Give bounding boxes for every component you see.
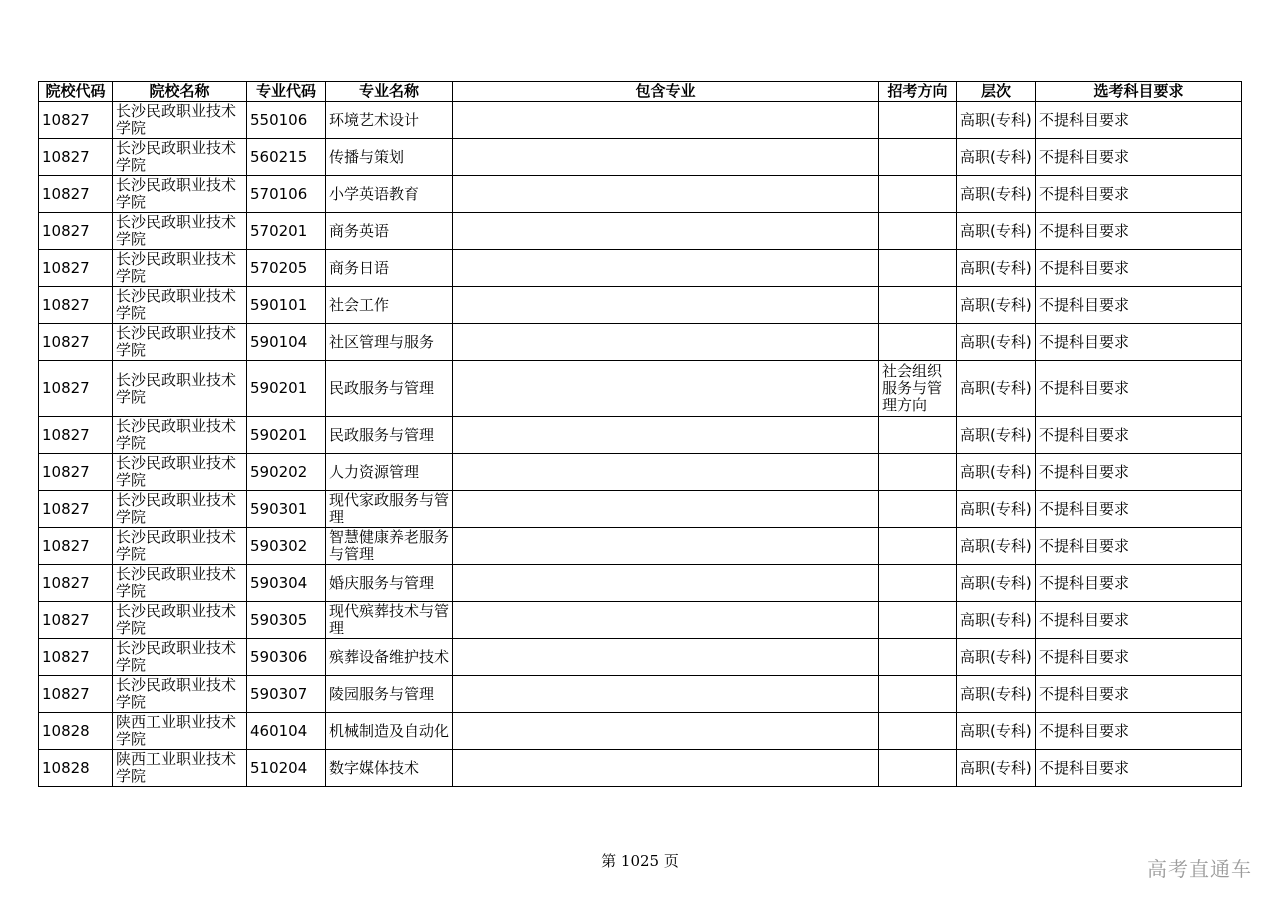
cell-major-code: 570106	[247, 176, 326, 213]
header-major-code: 专业代码	[247, 82, 326, 102]
cell-major-code: 590101	[247, 287, 326, 324]
cell-major-code: 590202	[247, 454, 326, 491]
header-major-name: 专业名称	[326, 82, 453, 102]
cell-school-code: 10827	[39, 102, 113, 139]
cell-requirement: 不提科目要求	[1036, 713, 1242, 750]
cell-major-code: 590305	[247, 602, 326, 639]
cell-school-code: 10827	[39, 139, 113, 176]
cell-school-name: 长沙民政职业技术学院	[113, 287, 247, 324]
cell-major-name: 商务英语	[326, 213, 453, 250]
table-row	[39, 102, 1242, 139]
cell-direction	[879, 417, 957, 454]
cell-level: 高职(专科)	[957, 250, 1036, 287]
table-row	[39, 417, 1242, 454]
cell-school-code: 10827	[39, 639, 113, 676]
cell-school-code: 10828	[39, 750, 113, 787]
cell-major-code: 590307	[247, 676, 326, 713]
cell-major-code: 590301	[247, 491, 326, 528]
cell-requirement: 不提科目要求	[1036, 454, 1242, 491]
cell-direction	[879, 324, 957, 361]
cell-level: 高职(专科)	[957, 417, 1036, 454]
cell-level: 高职(专科)	[957, 324, 1036, 361]
header-requirement: 选考科目要求	[1036, 82, 1242, 102]
cell-level: 高职(专科)	[957, 361, 1036, 417]
cell-included-majors	[453, 250, 879, 287]
header-direction: 招考方向	[879, 82, 957, 102]
header-row	[39, 82, 1242, 102]
cell-school-code: 10828	[39, 713, 113, 750]
cell-level: 高职(专科)	[957, 454, 1036, 491]
cell-major-code: 570205	[247, 250, 326, 287]
table-row	[39, 176, 1242, 213]
cell-included-majors	[453, 213, 879, 250]
cell-requirement: 不提科目要求	[1036, 528, 1242, 565]
cell-school-code: 10827	[39, 528, 113, 565]
cell-level: 高职(专科)	[957, 602, 1036, 639]
cell-requirement: 不提科目要求	[1036, 602, 1242, 639]
cell-direction	[879, 639, 957, 676]
cell-school-name: 长沙民政职业技术学院	[113, 213, 247, 250]
cell-level: 高职(专科)	[957, 565, 1036, 602]
cell-school-name: 长沙民政职业技术学院	[113, 602, 247, 639]
cell-school-name: 长沙民政职业技术学院	[113, 454, 247, 491]
cell-school-code: 10827	[39, 417, 113, 454]
cell-included-majors	[453, 102, 879, 139]
table-row	[39, 361, 1242, 417]
cell-direction	[879, 213, 957, 250]
cell-school-code: 10827	[39, 250, 113, 287]
cell-level: 高职(专科)	[957, 213, 1036, 250]
cell-major-name: 社会工作	[326, 287, 453, 324]
cell-included-majors	[453, 324, 879, 361]
cell-major-code: 560215	[247, 139, 326, 176]
cell-level: 高职(专科)	[957, 176, 1036, 213]
cell-major-code: 590201	[247, 417, 326, 454]
header-school-name: 院校名称	[113, 82, 247, 102]
cell-major-name: 小学英语教育	[326, 176, 453, 213]
header-included-majors: 包含专业	[453, 82, 879, 102]
cell-requirement: 不提科目要求	[1036, 639, 1242, 676]
cell-school-name: 长沙民政职业技术学院	[113, 491, 247, 528]
cell-school-name: 长沙民政职业技术学院	[113, 102, 247, 139]
cell-requirement: 不提科目要求	[1036, 250, 1242, 287]
cell-major-code: 590104	[247, 324, 326, 361]
cell-major-name: 社区管理与服务	[326, 324, 453, 361]
table-row	[39, 565, 1242, 602]
cell-major-name: 民政服务与管理	[326, 417, 453, 454]
cell-level: 高职(专科)	[957, 491, 1036, 528]
cell-requirement: 不提科目要求	[1036, 176, 1242, 213]
cell-included-majors	[453, 750, 879, 787]
cell-level: 高职(专科)	[957, 639, 1036, 676]
cell-school-code: 10827	[39, 324, 113, 361]
table-row	[39, 713, 1242, 750]
cell-requirement: 不提科目要求	[1036, 750, 1242, 787]
cell-included-majors	[453, 528, 879, 565]
cell-requirement: 不提科目要求	[1036, 361, 1242, 417]
cell-school-name: 长沙民政职业技术学院	[113, 417, 247, 454]
cell-included-majors	[453, 454, 879, 491]
cell-school-code: 10827	[39, 213, 113, 250]
cell-direction	[879, 250, 957, 287]
table-row	[39, 250, 1242, 287]
cell-direction	[879, 102, 957, 139]
cell-major-name: 现代家政服务与管理	[326, 491, 453, 528]
cell-school-name: 长沙民政职业技术学院	[113, 324, 247, 361]
cell-school-code: 10827	[39, 176, 113, 213]
cell-major-code: 590302	[247, 528, 326, 565]
cell-direction	[879, 602, 957, 639]
cell-school-code: 10827	[39, 565, 113, 602]
cell-school-name: 长沙民政职业技术学院	[113, 639, 247, 676]
cell-major-name: 民政服务与管理	[326, 361, 453, 417]
cell-major-name: 商务日语	[326, 250, 453, 287]
cell-school-name: 长沙民政职业技术学院	[113, 361, 247, 417]
table-row	[39, 287, 1242, 324]
cell-school-name: 长沙民政职业技术学院	[113, 676, 247, 713]
cell-school-code: 10827	[39, 454, 113, 491]
cell-direction	[879, 491, 957, 528]
cell-level: 高职(专科)	[957, 287, 1036, 324]
cell-level: 高职(专科)	[957, 676, 1036, 713]
cell-major-code: 590306	[247, 639, 326, 676]
cell-requirement: 不提科目要求	[1036, 676, 1242, 713]
cell-school-code: 10827	[39, 287, 113, 324]
cell-direction	[879, 676, 957, 713]
table-row	[39, 639, 1242, 676]
cell-school-name: 长沙民政职业技术学院	[113, 528, 247, 565]
cell-requirement: 不提科目要求	[1036, 213, 1242, 250]
table-row	[39, 750, 1242, 787]
cell-school-code: 10827	[39, 491, 113, 528]
cell-included-majors	[453, 602, 879, 639]
cell-included-majors	[453, 287, 879, 324]
cell-direction	[879, 528, 957, 565]
cell-school-code: 10827	[39, 676, 113, 713]
cell-major-name: 现代殡葬技术与管理	[326, 602, 453, 639]
cell-school-code: 10827	[39, 602, 113, 639]
cell-level: 高职(专科)	[957, 713, 1036, 750]
cell-major-name: 殡葬设备维护技术	[326, 639, 453, 676]
watermark: 高考直通车	[1147, 857, 1252, 881]
cell-requirement: 不提科目要求	[1036, 417, 1242, 454]
table-row	[39, 324, 1242, 361]
cell-included-majors	[453, 176, 879, 213]
cell-school-name: 长沙民政职业技术学院	[113, 176, 247, 213]
enrollment-table	[38, 81, 1242, 787]
cell-major-code: 570201	[247, 213, 326, 250]
cell-level: 高职(专科)	[957, 750, 1036, 787]
cell-requirement: 不提科目要求	[1036, 287, 1242, 324]
cell-requirement: 不提科目要求	[1036, 491, 1242, 528]
cell-direction	[879, 454, 957, 491]
cell-school-name: 长沙民政职业技术学院	[113, 250, 247, 287]
cell-included-majors	[453, 639, 879, 676]
cell-included-majors	[453, 139, 879, 176]
cell-major-code: 590304	[247, 565, 326, 602]
cell-major-code: 460104	[247, 713, 326, 750]
table-row	[39, 213, 1242, 250]
cell-included-majors	[453, 713, 879, 750]
cell-school-name: 陕西工业职业技术学院	[113, 750, 247, 787]
cell-level: 高职(专科)	[957, 102, 1036, 139]
cell-major-code: 510204	[247, 750, 326, 787]
header-school-code: 院校代码	[39, 82, 113, 102]
cell-requirement: 不提科目要求	[1036, 324, 1242, 361]
cell-major-name: 人力资源管理	[326, 454, 453, 491]
table-row	[39, 491, 1242, 528]
cell-direction	[879, 176, 957, 213]
cell-direction	[879, 750, 957, 787]
cell-major-name: 婚庆服务与管理	[326, 565, 453, 602]
table-row	[39, 676, 1242, 713]
cell-major-name: 智慧健康养老服务与管理	[326, 528, 453, 565]
cell-direction: 社会组织服务与管理方向	[879, 361, 957, 417]
cell-direction	[879, 713, 957, 750]
table-row	[39, 528, 1242, 565]
cell-direction	[879, 287, 957, 324]
cell-included-majors	[453, 676, 879, 713]
cell-major-name: 环境艺术设计	[326, 102, 453, 139]
cell-requirement: 不提科目要求	[1036, 139, 1242, 176]
cell-major-name: 机械制造及自动化	[326, 713, 453, 750]
cell-level: 高职(专科)	[957, 528, 1036, 565]
cell-requirement: 不提科目要求	[1036, 565, 1242, 602]
cell-school-name: 长沙民政职业技术学院	[113, 565, 247, 602]
cell-level: 高职(专科)	[957, 139, 1036, 176]
table-row	[39, 139, 1242, 176]
cell-school-code: 10827	[39, 361, 113, 417]
page-number: 第 1025 页	[601, 852, 679, 870]
cell-included-majors	[453, 491, 879, 528]
cell-requirement: 不提科目要求	[1036, 102, 1242, 139]
cell-included-majors	[453, 361, 879, 417]
cell-included-majors	[453, 417, 879, 454]
cell-school-name: 长沙民政职业技术学院	[113, 139, 247, 176]
cell-direction	[879, 565, 957, 602]
cell-major-name: 陵园服务与管理	[326, 676, 453, 713]
table-row	[39, 454, 1242, 491]
cell-major-code: 590201	[247, 361, 326, 417]
cell-major-name: 数字媒体技术	[326, 750, 453, 787]
cell-included-majors	[453, 565, 879, 602]
table-body	[39, 102, 1242, 787]
cell-major-code: 550106	[247, 102, 326, 139]
header-level: 层次	[957, 82, 1036, 102]
cell-major-name: 传播与策划	[326, 139, 453, 176]
cell-direction	[879, 139, 957, 176]
table-row	[39, 602, 1242, 639]
cell-school-name: 陕西工业职业技术学院	[113, 713, 247, 750]
